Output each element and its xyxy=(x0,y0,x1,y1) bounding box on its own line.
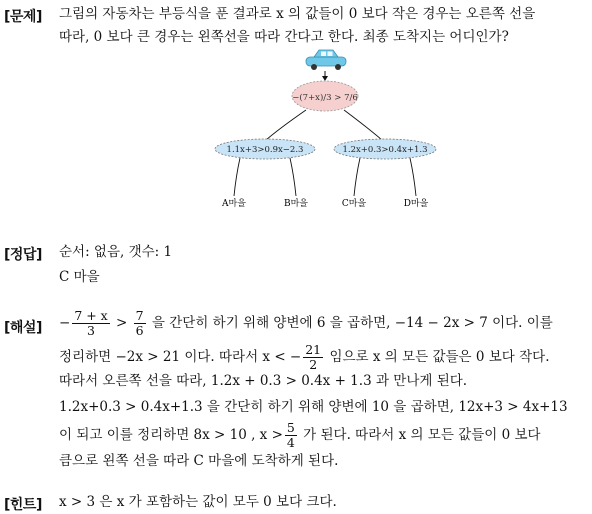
down-arrow-icon xyxy=(322,76,328,81)
fraction: $\frac{21}{2}$ xyxy=(305,342,322,372)
explanation-line-1: − $\frac{7 + x}{3}$ > $\frac{7}{6}$ 을 간단히 하기 위해 양변에 6 을 곱하면, −14 − 2x > 7 이다. 이를 xyxy=(59,308,553,338)
fraction: $\frac{5}{4}$ xyxy=(286,420,295,450)
answer-line-1: 순서: 없음, 갯수: 1 xyxy=(59,244,173,260)
leaf-c: C마을 xyxy=(341,199,367,209)
leaf-b: B마을 xyxy=(283,199,309,209)
fraction: $\frac{7}{6}$ xyxy=(135,308,144,338)
explanation-line-6: 큼으로 왼쪽 선을 따라 C 마을에 도착하게 된다. xyxy=(59,453,339,469)
right-node-label: 1.2x+0.3>0.4x+1.3 xyxy=(342,145,428,155)
car-icon xyxy=(306,50,346,70)
explanation-label: [해설] xyxy=(4,320,42,336)
leaf-a: A마을 xyxy=(222,199,246,209)
answer-label: [정답] xyxy=(4,247,42,263)
explanation-line-4: 1.2x+0.3 > 0.4x+1.3 을 간단히 하기 위해 양변에 10 을 곱하면, 12x+3 > 4x+13 xyxy=(59,399,568,415)
explanation-line-2: 정리하면 −2x > 21 이다. 따라서 x < − $\frac{21}{2}$ 임으로 x 의 모든 값들은 0 보다 작다. xyxy=(59,342,550,372)
explanation-line-5: 이 되고 이를 정리하면 8x > 10 , x > $\frac{5}{4}$ 가 된다. 따라서 x 의 모든 값들이 0 보다 xyxy=(59,420,541,450)
leaf-d: D마을 xyxy=(403,199,429,209)
fraction: $\frac{7 + x}{3}$ xyxy=(74,308,108,338)
left-node-label: 1.1x+3>0.9x−2.3 xyxy=(226,145,304,155)
answer-line-2: C 마을 xyxy=(59,269,100,285)
problem-line-1: 그림의 자동차는 부등식을 푼 결과로 x 의 값들이 0 보다 작은 경우는 오른쪽 선을 xyxy=(59,6,536,22)
problem-line-2: 따라, 0 보다 큰 경우는 왼쪽선을 따라 간다고 한다. 최종 도착지는 어디인가? xyxy=(59,29,509,45)
explanation-line-3: 따라서 오른쪽 선을 따라, 1.2x + 0.3 > 0.4x + 1.3 과 만나게 된다. xyxy=(59,373,468,389)
root-node-label: −(7+x)/3 > 7/6 xyxy=(292,93,358,103)
hint-text: x > 3 은 x 가 포함하는 값이 모두 0 보다 크다. xyxy=(59,494,337,510)
hint-label: [힌트] xyxy=(4,497,42,513)
problem-label: [문제] xyxy=(4,9,42,25)
decision-tree-diagram xyxy=(0,48,592,223)
